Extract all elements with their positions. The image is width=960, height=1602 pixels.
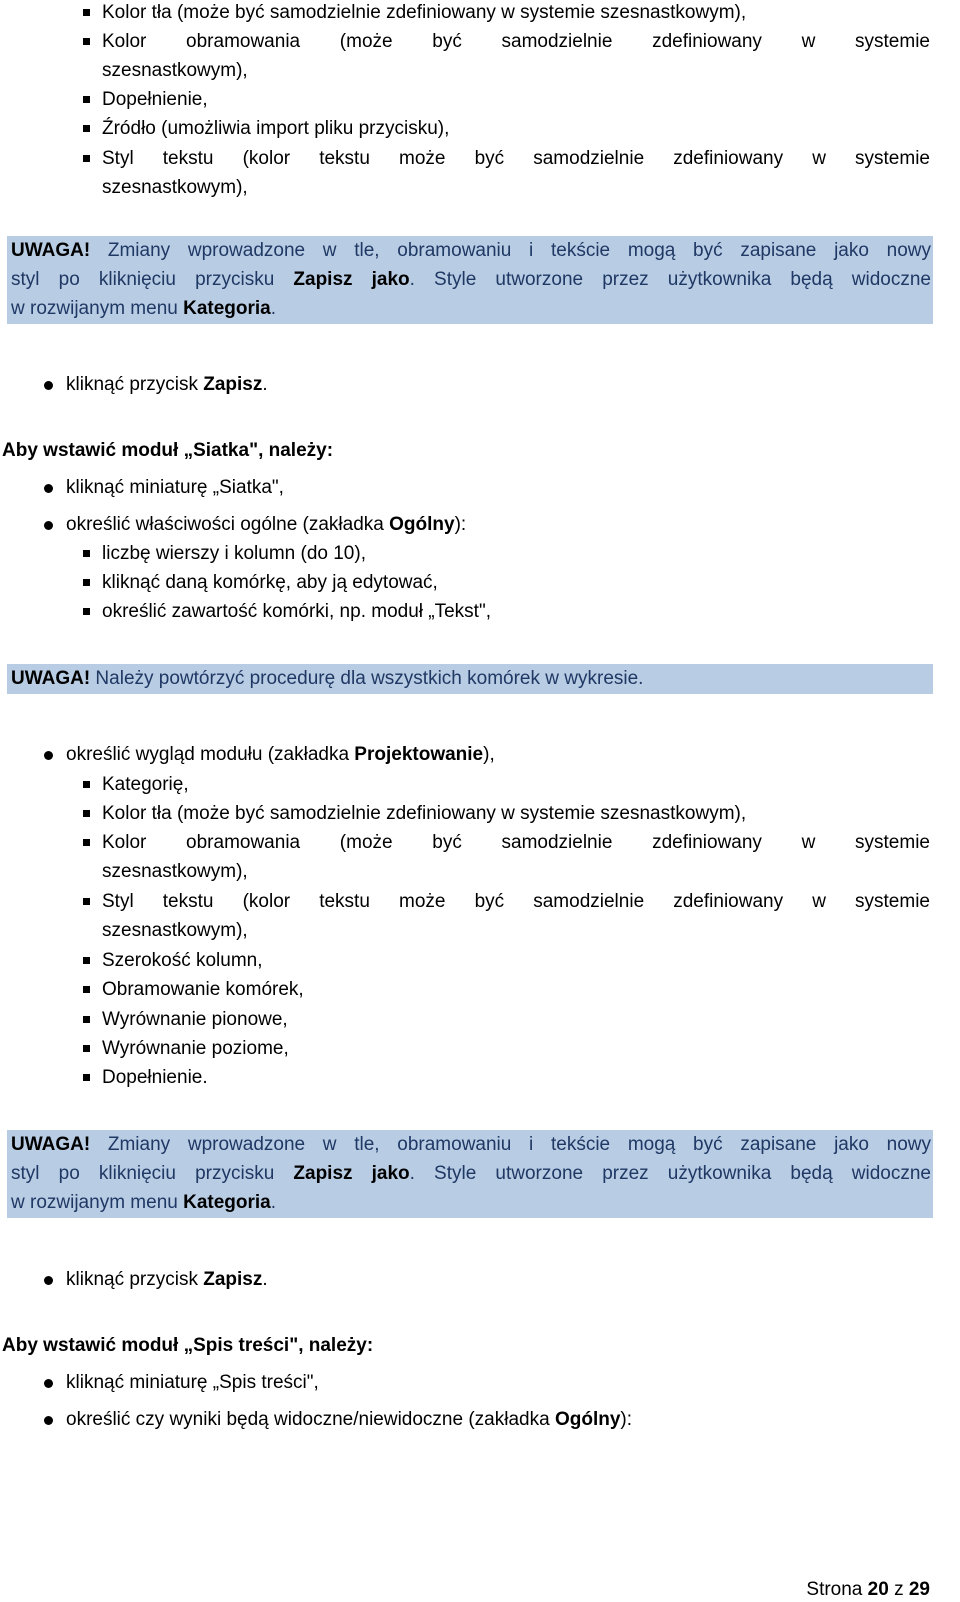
list-item: kliknąć przycisk Zapisz. <box>66 1269 268 1290</box>
warning-note <box>7 1130 933 1218</box>
note-text: styl po kliknięciu przycisku <box>11 269 294 290</box>
note-strong: Kategoria <box>183 298 271 319</box>
round-bullet-icon <box>44 751 53 760</box>
section-heading: Aby wstawić moduł „Spis treści", należy: <box>2 1335 374 1356</box>
square-bullet-icon <box>83 38 90 45</box>
list-item-continuation: szesnastkowym), <box>102 861 248 882</box>
square-bullet-icon <box>83 986 90 993</box>
list-item-continuation: szesnastkowym), <box>102 177 248 198</box>
round-bullet-icon <box>44 1379 53 1388</box>
round-bullet-icon <box>44 484 53 493</box>
square-bullet-icon <box>83 1045 90 1052</box>
square-bullet-icon <box>83 810 90 817</box>
list-item: liczbę wierszy i kolumn (do 10), <box>102 543 366 564</box>
list-item: Szerokość kolumn, <box>102 950 263 971</box>
list-item: Kolor tła (może być samodzielnie zdefiniowany w systemie szesnastkowym), <box>102 2 747 23</box>
square-bullet-icon <box>83 9 90 16</box>
square-bullet-icon <box>83 155 90 162</box>
list-item: określić czy wyniki będą widoczne/niewidoczne (zakładka Ogólny): <box>66 1409 633 1430</box>
list-item: Kolor tła (może być samodzielnie zdefiniowany w systemie szesnastkowym), <box>102 803 747 824</box>
note-text: w rozwijanym menu <box>11 1192 184 1213</box>
list-item: Wyrównanie poziome, <box>102 1038 289 1059</box>
list-item: kliknąć przycisk Zapisz. <box>66 374 268 395</box>
list-item: Styl tekstu (kolor tekstu może być samodzielnie zdefiniowany w systemie <box>102 891 930 912</box>
square-bullet-icon <box>83 839 90 846</box>
square-bullet-icon <box>83 579 90 586</box>
note-text: . Style utworzone przez użytkownika będą widoczne <box>409 269 931 290</box>
square-bullet-icon <box>83 1074 90 1081</box>
note-text: Zmiany wprowadzone w tle, obramowaniu i tekście mogą być zapisane jako nowy <box>90 1134 931 1155</box>
square-bullet-icon <box>83 550 90 557</box>
warning-label: UWAGA! <box>11 1134 91 1155</box>
note-text: Należy powtórzyć procedurę dla wszystkich komórek w wykresie. <box>90 668 644 689</box>
note-text: . Style utworzone przez użytkownika będą widoczne <box>409 1163 931 1184</box>
note-strong: Zapisz jako <box>293 269 410 290</box>
list-item: określić wygląd modułu (zakładka Projektowanie), <box>66 744 495 765</box>
square-bullet-icon <box>83 1016 90 1023</box>
square-bullet-icon <box>83 125 90 132</box>
list-item: Źródło (umożliwia import pliku przycisku), <box>102 118 450 139</box>
note-text: Zmiany wprowadzone w tle, obramowaniu i tekście mogą być zapisane jako nowy <box>90 240 931 261</box>
list-item: Dopełnienie. <box>102 1067 208 1088</box>
page-number: Strona 20 z 29 <box>806 1579 930 1600</box>
note-text: . <box>270 298 277 319</box>
note-text: . <box>270 1192 277 1213</box>
square-bullet-icon <box>83 957 90 964</box>
warning-note <box>7 236 933 324</box>
round-bullet-icon <box>44 1276 53 1285</box>
note-text: styl po kliknięciu przycisku <box>11 1163 294 1184</box>
list-item: kliknąć miniaturę „Spis treści", <box>66 1372 319 1393</box>
square-bullet-icon <box>83 96 90 103</box>
warning-label: UWAGA! <box>11 668 91 689</box>
round-bullet-icon <box>44 381 53 390</box>
list-item: Dopełnienie, <box>102 89 208 110</box>
list-item: Obramowanie komórek, <box>102 979 304 1000</box>
list-item: kliknąć miniaturę „Siatka", <box>66 477 284 498</box>
warning-label: UWAGA! <box>11 240 91 261</box>
list-item: określić właściwości ogólne (zakładka Ogólny): <box>66 514 467 535</box>
list-item: Wyrównanie pionowe, <box>102 1009 288 1030</box>
warning-note <box>7 664 933 694</box>
note-strong: Zapisz jako <box>293 1163 410 1184</box>
list-item-continuation: szesnastkowym), <box>102 60 248 81</box>
list-item: Styl tekstu (kolor tekstu może być samodzielnie zdefiniowany w systemie <box>102 148 930 169</box>
round-bullet-icon <box>44 521 53 530</box>
list-item: Kolor obramowania (może być samodzielnie zdefiniowany w systemie <box>102 31 930 52</box>
section-heading: Aby wstawić moduł „Siatka", należy: <box>2 440 334 461</box>
list-item: Kolor obramowania (może być samodzielnie zdefiniowany w systemie <box>102 832 930 853</box>
note-text: w rozwijanym menu <box>11 298 184 319</box>
square-bullet-icon <box>83 781 90 788</box>
list-item: Kategorię, <box>102 774 189 795</box>
round-bullet-icon <box>44 1416 53 1425</box>
list-item-continuation: szesnastkowym), <box>102 920 248 941</box>
list-item: kliknąć daną komórkę, aby ją edytować, <box>102 572 438 593</box>
list-item: określić zawartość komórki, np. moduł „Tekst", <box>102 601 491 622</box>
square-bullet-icon <box>83 608 90 615</box>
square-bullet-icon <box>83 898 90 905</box>
note-strong: Kategoria <box>183 1192 271 1213</box>
